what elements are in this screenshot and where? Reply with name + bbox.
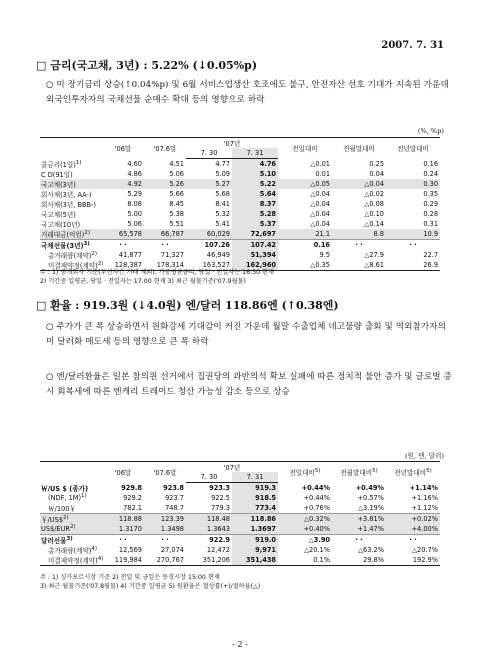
- t1-header-c6: 전년말대비: [386, 138, 440, 159]
- table-cell: 5.29: [127, 190, 142, 198]
- table-row: [40, 179, 440, 189]
- table-cell: 0.04: [369, 170, 385, 178]
- table-cell: 60,029: [206, 230, 230, 238]
- table-cell: △20.1%: [303, 546, 331, 554]
- table-cell: 923.8: [163, 483, 184, 492]
- table-cell: 782.1: [123, 504, 142, 512]
- table-cell: 0.1%: [278, 555, 332, 566]
- table-cell: 4.77: [215, 160, 230, 168]
- row-label: 미결제약정(계약)$^{2)}$: [40, 260, 102, 271]
- table-cell: 270,767: [144, 555, 186, 566]
- table-cell: 1.3697: [232, 524, 278, 535]
- t2-header-c2: '07.6말: [144, 462, 186, 483]
- table-cell: +0.44%: [303, 494, 331, 502]
- report-date: 2007. 7. 31: [381, 40, 444, 51]
- interest-rate-title: □ 금리(국고채, 3년) : 5.22% (↓0.05%p): [36, 59, 258, 72]
- row-label: US$/EUR$^{2)}$: [41, 524, 76, 534]
- table-cell: +0.57%: [357, 494, 385, 502]
- table-cell: 922.5: [211, 494, 230, 502]
- row-label: 국채선물(3년)$^{3)}$: [40, 240, 102, 251]
- table-cell: +0.44%: [301, 483, 331, 492]
- row-label: 거래대금(억원)$^{2)}$: [41, 229, 91, 239]
- table2-notes: [40, 573, 260, 591]
- table-cell: 0.16: [423, 159, 439, 168]
- table-cell: +1.47%: [357, 525, 385, 533]
- table-cell: 118.86: [232, 514, 278, 525]
- table-cell: 8.8: [373, 230, 385, 238]
- table-cell: +1.16%: [411, 494, 439, 502]
- row-label: 회사채(3년, AA-): [41, 191, 92, 199]
- exchange-rate-paragraph-2: ○ 엔/달러환율은 일본 참의원 선거에서 집권당의 과반의석 확보 실패에 따른 정치적 불안 증가 및 글로벌 증시 회복세에 따른 엔캐리 트레이드 청산 가능성 감소 등으로 상승: [46, 372, 452, 397]
- row-label: ￦/100￥: [48, 505, 76, 513]
- table2-note-line: 3) 최근 월물기준('07.8월물) 4) 기간중 일평균 5) 원환율은 절상률(+)/절하율(△): [40, 583, 261, 590]
- table-cell: 119,984: [102, 555, 144, 566]
- table-row: [40, 229, 440, 240]
- table-cell: 5.51: [169, 220, 184, 228]
- table-cell: 10.9: [423, 230, 439, 238]
- table-cell: 0.28: [423, 210, 439, 218]
- t2-header-c3: '07년: [186, 462, 278, 473]
- table-cell: 918.5: [232, 493, 278, 503]
- table-cell: +0.02%: [386, 514, 440, 525]
- table-cell: 8.45: [169, 200, 184, 208]
- t1-header-c5: 전월말대비: [332, 138, 386, 159]
- table2-unit: (원, 엔, 달러): [404, 452, 444, 460]
- table-cell: △63.2%: [357, 546, 385, 554]
- row-label: ￥/US\$$^{2)}$: [40, 514, 102, 525]
- table-cell: 5.00: [127, 210, 142, 218]
- table-row: [40, 250, 440, 260]
- table-cell: 0.01: [315, 170, 331, 178]
- table-cell: 779.3: [211, 504, 230, 512]
- table2-note-line: 주 : 1) 싱가포르시장 기준 2) 전일 및 금일은 동경시장 15:00 현재: [40, 574, 220, 581]
- table-cell: △0.35: [278, 260, 332, 271]
- row-label: ￦/US $ (종가): [41, 484, 89, 493]
- table-cell: △0.14: [364, 220, 385, 228]
- table-row: [40, 524, 440, 535]
- table-cell: 0.16: [278, 240, 332, 251]
- table-cell: 8.41: [215, 200, 230, 208]
- exchange-rate-title: □ 환율 : 919.3원 (↓4.0원) 엔/달러 118.86엔 (↑0.38엔): [36, 299, 339, 312]
- table-cell: 5.27: [215, 180, 230, 188]
- table-cell: 919.3: [232, 483, 278, 494]
- row-label: 국고채(5년): [41, 211, 76, 219]
- table-row: [40, 199, 440, 209]
- table-cell: 4.92: [127, 180, 142, 188]
- table-cell: 923.3: [209, 484, 230, 492]
- table-cell: · ·: [102, 535, 144, 546]
- table-cell: △0.05: [310, 180, 331, 188]
- table-cell: 118.88: [102, 514, 144, 525]
- table-cell: 5.10: [232, 169, 278, 179]
- t1-header-c2: '07.6말: [144, 138, 186, 159]
- table-cell: 5.22: [232, 179, 278, 189]
- table-cell: +4.00%: [411, 525, 439, 533]
- table-row: [40, 535, 440, 546]
- table-cell: · ·: [144, 240, 186, 251]
- table1-unit: (%, %p): [417, 127, 444, 135]
- table-cell: 0.30: [423, 180, 439, 188]
- table-cell: 0.24: [423, 170, 439, 178]
- row-label: 국고채(10년): [41, 221, 81, 229]
- interest-rate-table: [40, 137, 440, 271]
- table-cell: 5.06: [169, 170, 184, 178]
- table-cell: 1.3498: [160, 525, 184, 533]
- table-cell: △0.04: [310, 200, 331, 208]
- t2-header-c4: 전일대비$^{5)}$: [278, 462, 332, 483]
- table-cell: 123.39: [144, 514, 186, 525]
- table-cell: 12,472: [206, 546, 230, 554]
- table-cell: 8.08: [127, 200, 142, 208]
- exchange-rate-paragraph-1: ○ 주가가 큰 폭 상승하면서 원화강세 기대감이 커진 가운데 월말 수출업체 네고물량 출회 및 역외참가자의 미 달러화 매도세 등의 영향으로 큰 폭 하락: [46, 322, 447, 347]
- t2-header-c1: '06말: [102, 462, 144, 483]
- table-cell: 5.32: [215, 210, 230, 218]
- t1-header-c4: 전일대비: [278, 138, 332, 159]
- table-cell: 0.31: [423, 220, 439, 228]
- table-cell: +1.12%: [411, 504, 439, 512]
- table-cell: 163,527: [186, 260, 232, 271]
- table-cell: · ·: [144, 535, 186, 546]
- table-cell: 4.60: [127, 159, 142, 168]
- table-cell: 5.28: [232, 209, 278, 219]
- table-cell: 919.0: [232, 535, 278, 546]
- table-cell: 128,387: [102, 260, 144, 271]
- table-cell: · ·: [102, 240, 144, 251]
- table1-note-line: 2) 기간중 일평균, 당일 · 전일자는 17:00 현재 3) 최근 월물기준('07.9월물): [40, 278, 246, 285]
- table-cell: △27.9: [364, 251, 385, 259]
- t2-header-c3a: 7. 30: [186, 472, 232, 483]
- interest-rate-paragraph: ○ 미 장기금리 상승(↑0.04%p) 및 6월 서비스업생산 호조에도 불구, 안전자산 선호 기대가 지속된 가운데 외국인투자자의 국채선물 순매수 확대 등의 영향으로 하락: [46, 80, 449, 105]
- table-cell: +0.49%: [355, 483, 385, 492]
- table-cell: 0.25: [369, 159, 385, 168]
- table-cell: 351,438: [232, 555, 278, 566]
- t2-header-blank: [40, 462, 102, 483]
- table1-notes: [40, 268, 274, 286]
- table-cell: △0.04: [310, 190, 331, 198]
- row-label: 미결제약정(계약)$^{4)}$: [40, 555, 102, 566]
- table-cell: △0.10: [364, 210, 385, 218]
- table-cell: 923.7: [165, 494, 184, 502]
- table-cell: 0.29: [423, 200, 439, 208]
- table-cell: 929.8: [121, 483, 142, 492]
- t1-header-blank: [40, 138, 102, 159]
- table-cell: 4.76: [232, 159, 278, 170]
- table-cell: · ·: [386, 535, 440, 546]
- page-number: - 2 -: [232, 640, 248, 649]
- t1-header-c3a: 7. 30: [186, 148, 232, 159]
- table-cell: · ·: [386, 240, 440, 251]
- table-cell: △8.61: [332, 260, 386, 271]
- table-row: [40, 169, 440, 179]
- table-cell: 29.8%: [332, 555, 386, 566]
- table-cell: 118.48: [186, 514, 232, 525]
- row-label: (NDF, 1M)$^{1)}$: [48, 493, 87, 503]
- table-row: [40, 555, 440, 566]
- table-cell: 5.06: [127, 220, 142, 228]
- table-cell: +0.40%: [303, 525, 331, 533]
- table-cell: 1.3170: [118, 525, 142, 533]
- exchange-rate-table: [40, 461, 440, 566]
- table-cell: 5.26: [169, 180, 184, 188]
- table-cell: 21.1: [315, 230, 331, 238]
- table-cell: 5.09: [215, 170, 230, 178]
- t1-header-c3: '07년: [186, 138, 278, 149]
- table-cell: 107.26: [186, 240, 232, 251]
- row-label: 콜금리(1일)$^{1)}$: [41, 159, 82, 169]
- table-cell: 5.66: [169, 190, 184, 198]
- table-cell: 351,206: [186, 555, 232, 566]
- table-row: [40, 483, 440, 494]
- table-cell: △0.08: [364, 200, 385, 208]
- table-row: [40, 159, 440, 170]
- row-label: 달러선물$^{3)}$: [40, 535, 102, 546]
- table-cell: 773.4: [232, 503, 278, 514]
- t1-header-c3b: 7. 31: [232, 148, 278, 159]
- table-cell: 41,877: [118, 251, 142, 259]
- table-cell: 51,394: [232, 250, 278, 260]
- table-cell: 4.86: [127, 170, 142, 178]
- table-cell: 27,074: [160, 546, 184, 554]
- table-cell: 26.9: [386, 260, 440, 271]
- table-cell: 66,787: [160, 230, 184, 238]
- table-row: [40, 503, 440, 514]
- table-row: [40, 219, 440, 229]
- table-cell: 162,960: [232, 260, 278, 271]
- table-cell: 5.64: [232, 189, 278, 199]
- table-cell: 65,578: [118, 230, 142, 238]
- table-cell: 0.35: [423, 190, 439, 198]
- table-cell: +3.81%: [332, 514, 386, 525]
- table-cell: 1.3643: [206, 525, 230, 533]
- table-cell: 9,971: [232, 545, 278, 555]
- table-row: [40, 514, 440, 525]
- t2-header-c6: 전년말대비$^{5)}$: [386, 462, 440, 483]
- table-cell: 22.7: [423, 251, 439, 259]
- table-cell: △0.04: [364, 180, 385, 188]
- table-cell: △3.90: [278, 535, 332, 546]
- table-cell: 178,314: [144, 260, 186, 271]
- table-cell: 5.41: [215, 220, 230, 228]
- table-cell: 72,697: [232, 229, 278, 240]
- table-cell: 192.9%: [386, 555, 440, 566]
- table-cell: 107.42: [232, 240, 278, 251]
- t2-header-c5: 전월말대비$^{5)}$: [332, 462, 386, 483]
- table-cell: 4.51: [169, 159, 184, 168]
- table-cell: △20.7%: [411, 546, 439, 554]
- table-cell: 748.7: [165, 504, 184, 512]
- table-cell: △0.04: [310, 220, 331, 228]
- table-cell: △0.02: [364, 190, 385, 198]
- table-cell: +0.76%: [303, 504, 331, 512]
- table-cell: 929.2: [123, 494, 142, 502]
- table-cell: △3.19%: [357, 504, 385, 512]
- table-cell: 5.37: [232, 219, 278, 229]
- table-row: [40, 240, 440, 251]
- table-cell: 9.5: [319, 251, 331, 259]
- table-cell: △0.04: [310, 210, 331, 218]
- row-label: 총거래량(계약)$^{2)}$: [48, 250, 98, 260]
- table-cell: +1.14%: [409, 483, 439, 492]
- row-label: 총거래량(계약)$^{4)}$: [48, 545, 98, 555]
- t1-header-c1: '06말: [102, 138, 144, 159]
- table-row: [40, 545, 440, 555]
- table-row: [40, 209, 440, 219]
- table-cell: 71,327: [160, 251, 184, 259]
- table-cell: △0.32%: [278, 514, 332, 525]
- table1-note-line: 주 : 1) 중개회사 기준(투신사간 거래 제외), 가중평균금리, 당일 · 전일자는 16:30 현재: [40, 269, 274, 276]
- table-cell: 46,949: [206, 251, 230, 259]
- table-row: [40, 189, 440, 199]
- table-cell: · ·: [332, 535, 386, 546]
- table-cell: · ·: [332, 240, 386, 251]
- table-cell: 5.68: [215, 190, 230, 198]
- t2-header-c3b: 7. 31: [232, 472, 278, 483]
- table-cell: 5.38: [169, 210, 184, 218]
- table-cell: 922.9: [186, 535, 232, 546]
- table-row: [40, 493, 440, 503]
- row-label: 국고채(3년): [41, 181, 76, 189]
- table-cell: 12,569: [118, 546, 142, 554]
- table-cell: 8.37: [232, 199, 278, 209]
- table-cell: △0.01: [310, 159, 331, 168]
- row-label: 회사채(3년, BBB-): [41, 201, 96, 209]
- row-label: C D(91일): [41, 171, 73, 179]
